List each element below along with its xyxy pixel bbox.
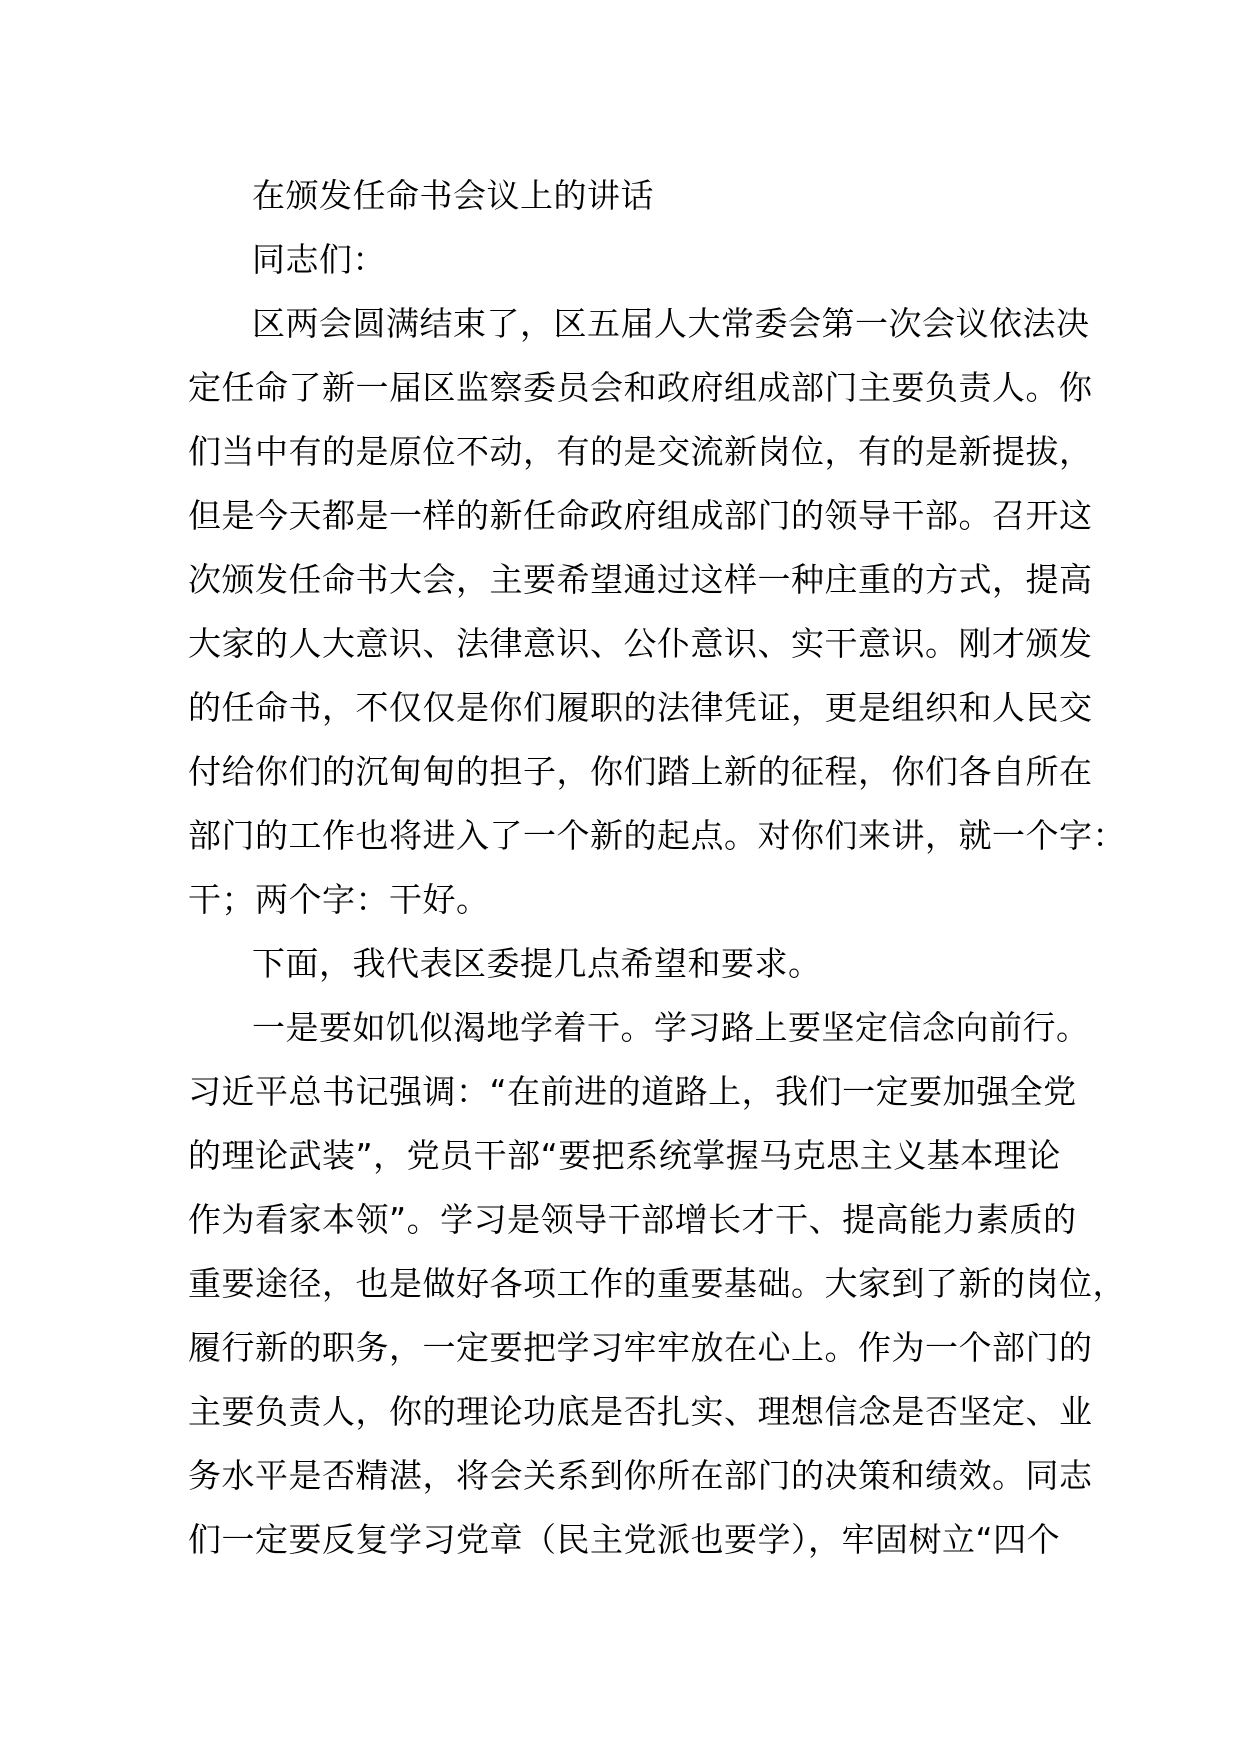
paragraph-line: 部门的工作也将进入了一个新的起点。对你们来讲，就一个字： — [188, 816, 1126, 855]
paragraph-line: 重要途径，也是做好各项工作的重要基础。大家到了新的岗位， — [188, 1264, 1126, 1303]
paragraph-line: 务水平是否精湛，将会关系到你所在部门的决策和绩效。同志 — [188, 1456, 1093, 1495]
paragraph-line: 们当中有的是原位不动，有的是交流新岗位，有的是新提拔， — [188, 432, 1093, 471]
paragraph-line: 下面，我代表区委提几点希望和要求。 — [252, 944, 822, 983]
salutation: 同志们： — [252, 240, 386, 279]
paragraph-line: 但是今天都是一样的新任命政府组成部门的领导干部。召开这 — [188, 496, 1093, 535]
paragraph-line: 付给你们的沉甸甸的担子，你们踏上新的征程，你们各自所在 — [188, 752, 1093, 791]
paragraph-line: 一是要如饥似渴地学着干。学习路上要坚定信念向前行。 — [252, 1008, 1090, 1047]
paragraph-line: 的理论武装”，党员干部“要把系统掌握马克思主义基本理论 — [188, 1136, 1061, 1175]
document-title: 在颁发任命书会议上的讲话 — [252, 176, 654, 215]
paragraph-line: 们一定要反复学习党章（民主党派也要学），牢固树立“四个 — [188, 1520, 1061, 1559]
paragraph-line: 主要负责人，你的理论功底是否扎实、理想信念是否坚定、业 — [188, 1392, 1093, 1431]
paragraph-line: 习近平总书记强调：“在前进的道路上，我们一定要加强全党 — [188, 1072, 1077, 1111]
paragraph-line: 大家的人大意识、法律意识、公仆意识、实干意识。刚才颁发 — [188, 624, 1093, 663]
paragraph-line: 区两会圆满结束了，区五届人大常委会第一次会议依法决 — [252, 304, 1090, 343]
paragraph-line: 定任命了新一届区监察委员会和政府组成部门主要负责人。你 — [188, 368, 1093, 407]
paragraph-line: 的任命书，不仅仅是你们履职的法律凭证，更是组织和人民交 — [188, 688, 1093, 727]
paragraph-line: 次颁发任命书大会，主要希望通过这样一种庄重的方式，提高 — [188, 560, 1093, 599]
paragraph-line: 干；两个字：干好。 — [188, 880, 490, 919]
paragraph-line: 作为看家本领”。学习是领导干部增长才干、提高能力素质的 — [188, 1200, 1077, 1239]
paragraph-line: 履行新的职务，一定要把学习牢牢放在心上。作为一个部门的 — [188, 1328, 1093, 1367]
